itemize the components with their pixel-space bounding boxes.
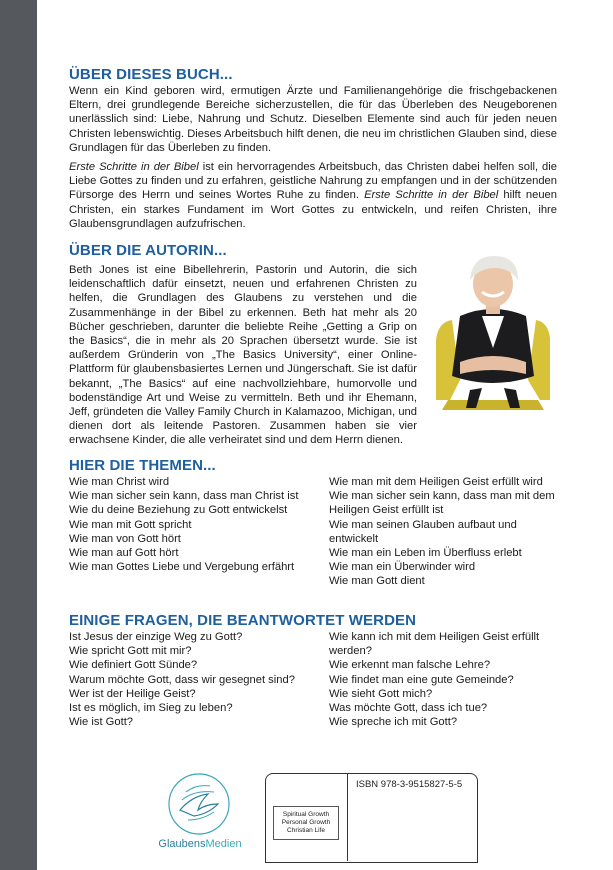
author-bio: Beth Jones ist eine Bibellehrerin, Pastorin und Autorin, die sich leidenschaftlich dafür einsetzt, neuen und erfahrenen Christen zu helfen, die Grundlagen des Glaubens zu verstehen und die Zusammenhänge in der Bibel zu erkennen. Beth hat mehr als 20 Bücher geschrieben, darunter die beliebte Reihe „Getting a Grip on the Basics“, die in mehr als 20 Sprachen übersetzt wurde. Sie ist außerdem Gründerin von „The Basics University“, einer Online-Plattform für glaubensbasiertes Lernen und Jüngerschaft. Sie ist dafür bekannt, „The Basics“ auf eine nachvollziehbare, humorvolle und bodenständige Art und Weise zu vermitteln. Beth und ihr Ehemann, Jeff, gründeten die Valley Family Church in Kalamazoo, Michigan, und dienen dort als leitende Pastoren. Zusammen haben sie vier erwachsene Kinder, die alle verheiratet sind und dem Herrn dienen.: [69, 264, 417, 447]
author-portrait-icon: [430, 250, 556, 414]
questions-heading: EINIGE FRAGEN, DIE BEANTWORTET WERDEN: [69, 612, 417, 629]
question-item: Wie findet man eine gute Gemeinde?: [329, 673, 514, 686]
question-item: Wie kann ich mit dem Heiligen Geist erfüllt werden?: [329, 631, 540, 658]
question-item: Wie spreche ich mit Gott?: [329, 716, 458, 729]
dove-logo-icon: [158, 770, 240, 840]
question-item: Wie definiert Gott Sünde?: [69, 659, 198, 672]
topic-item: Wie man Christ wird: [69, 476, 170, 488]
topics-list-left: [69, 475, 319, 574]
about-book-paragraph-1: Wenn ein Kind geboren wird, ermutigen Ärzte und Familienangehörige die frischgebackenen Eltern, drei grundlegende Bereiche sicherzustellen, die für das Überleben des Neugeborenen unerlässlich sind: Liebe, Nahrung und Schutz. Dieselben Elemente sind auch für jeden neuen Christen lebenswichtig. Dieses Arbeitsbuch hilft denen, die neu im christlichen Glauben sind, diese Grundlagen für das Überleben zu finden.: [69, 85, 557, 154]
topic-item: Wie man Gottes Liebe und Vergebung erfährt: [69, 561, 295, 574]
question-item: Ist Jesus der einzige Weg zu Gott?: [69, 631, 243, 643]
topic-item: Wie man Gott dient: [329, 575, 425, 588]
topic-item: Wie man mit dem Heiligen Geist erfüllt wird: [329, 476, 543, 488]
question-item: Wer ist der Heilige Geist?: [69, 687, 196, 700]
questions-list-left: [69, 630, 324, 729]
publisher-name-b: Medien: [205, 838, 242, 850]
questions-list-right: [329, 630, 559, 729]
book-title-italic: Erste Schritte in der Bibel: [69, 161, 199, 173]
topic-item: Wie man sicher sein kann, dass man mit dem Heiligen Geist erfüllt ist: [329, 490, 555, 517]
book-title-italic-2: Erste Schritte in der Bibel: [364, 189, 499, 202]
category-label: [273, 806, 339, 840]
question-item: Wie ist Gott?: [69, 716, 134, 729]
category-line: Personal Growth: [281, 819, 331, 826]
about-book-p2-text-b: hilft neuen Christen, ein starkes Fundament im Wort Gottes zu entwickeln, und reifen Christen, ihre Glaubensgrundlagen aufzufrischen.: [69, 189, 557, 230]
category-line: Spiritual Growth: [282, 811, 330, 818]
author-heading: ÜBER DIE AUTORIN...: [69, 242, 227, 259]
question-item: Was möchte Gott, dass ich tue?: [329, 702, 488, 715]
publisher-name: [158, 838, 242, 850]
question-item: Wie spricht Gott mit mir?: [69, 645, 192, 658]
topics-list-right: [329, 475, 561, 589]
topic-item: Wie du deine Beziehung zu Gott entwickelst: [69, 504, 288, 517]
category-line: Christian Life: [287, 827, 325, 834]
about-book-p2-text-a: ist ein hervorragendes Arbeitsbuch, das Christen dabei helfen soll, die Liebe Gottes zu finden und zu erfahren, geistliche Nahrung zu empfangen und in der schützenden Fürsorge des Herrn und seines Wortes Ruhe zu finden.: [69, 161, 557, 202]
question-item: Ist es möglich, im Sieg zu leben?: [69, 702, 233, 715]
isbn-number: ISBN 978-3-9515827-5-5: [356, 779, 463, 790]
question-item: Warum möchte Gott, dass wir gesegnet sind?: [69, 673, 295, 686]
topics-heading: HIER DIE THEMEN...: [69, 457, 216, 474]
topic-item: Wie man seinen Glauben aufbaut und entwickelt: [329, 518, 517, 545]
about-book-heading: ÜBER DIESES BUCH...: [69, 66, 233, 83]
topic-item: Wie man von Gott hört: [69, 532, 181, 545]
topic-item: Wie man ein Überwinder wird: [329, 561, 476, 574]
book-spine-edge: [0, 0, 37, 870]
topic-item: Wie man sicher sein kann, dass man Christ ist: [69, 490, 299, 503]
publisher-name-a: Glaubens: [158, 838, 206, 850]
about-book-paragraph-2: [69, 160, 557, 231]
question-item: Wie sieht Gott mich?: [329, 687, 433, 700]
topic-item: Wie man ein Leben im Überfluss erlebt: [329, 547, 522, 560]
author-photo: [430, 250, 556, 414]
topic-item: Wie man mit Gott spricht: [69, 518, 192, 531]
question-item: Wie erkennt man falsche Lehre?: [329, 659, 491, 672]
topic-item: Wie man auf Gott hört: [69, 547, 179, 560]
